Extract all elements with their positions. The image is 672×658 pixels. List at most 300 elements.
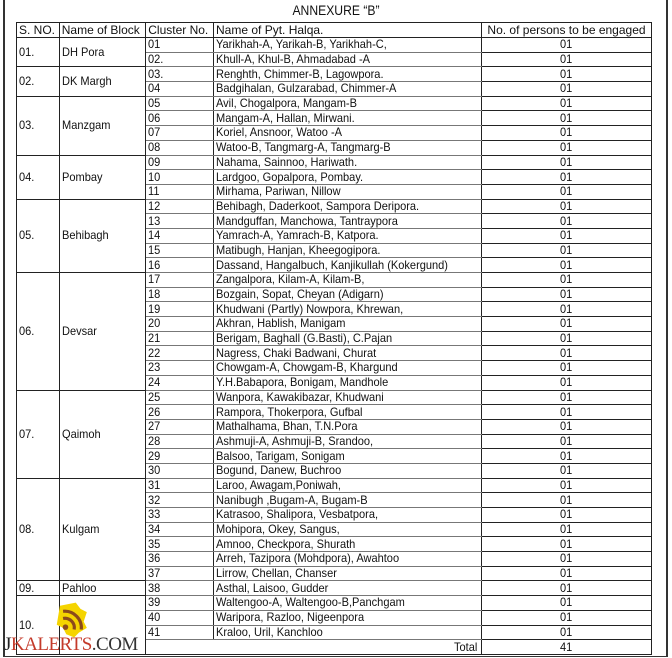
watermark-brand: KALERTS: [10, 634, 92, 655]
halqa-names-text: Laroo, Awagam,Poniwah,: [216, 477, 342, 492]
persons-count-text: 01: [559, 37, 573, 52]
watermark-prefix: J: [4, 634, 11, 655]
cluster-number-text: 13: [148, 213, 161, 228]
total-label-text: Total: [453, 639, 477, 654]
total-label: [146, 640, 482, 655]
persons-count-text: 01: [559, 213, 573, 228]
persons-count: [481, 522, 651, 537]
table-row: [17, 199, 652, 214]
block-name-text: Pombay: [61, 169, 103, 184]
persons-count-text: 01: [559, 301, 573, 316]
cluster-number-text: 37: [148, 566, 161, 581]
persons-count: [481, 317, 651, 332]
persons-count: [481, 566, 651, 581]
halqa-names: [214, 478, 482, 493]
persons-count: [481, 581, 651, 596]
halqa-names-text: Mangam-A, Hallan, Mirwani.: [216, 110, 355, 125]
halqa-names-text: Renghth, Chimmer-B, Lagowpora.: [216, 66, 384, 81]
halqa-names: [214, 243, 482, 258]
block-name: [59, 478, 146, 581]
cluster-number-text: 39: [148, 595, 161, 610]
halqa-names-text: Rampora, Thokerpora, Gufbal: [216, 404, 363, 419]
halqa-names: [214, 405, 482, 420]
serial-number: [17, 67, 60, 96]
serial-number-text: 07.: [19, 426, 35, 441]
watermark-suffix: .COM: [91, 634, 138, 655]
cluster-number: [146, 67, 214, 82]
cluster-number-text: 11: [148, 184, 160, 199]
block-name-text: Devsar: [61, 323, 97, 338]
halqa-names: [214, 155, 482, 170]
persons-count: [481, 228, 651, 243]
persons-count-text: 01: [559, 140, 573, 155]
persons-count: [481, 199, 651, 214]
block-name-text: Behibagh: [61, 228, 109, 243]
cluster-number: [146, 140, 214, 155]
halqa-names: [214, 96, 482, 111]
persons-count-text: 01: [559, 522, 573, 537]
halqa-names: [214, 596, 482, 611]
cluster-number-text: 14: [148, 228, 161, 243]
persons-count: [481, 243, 651, 258]
block-name: [59, 96, 146, 155]
persons-count: [481, 52, 651, 67]
persons-count-text: 01: [559, 433, 573, 448]
persons-count-text: 01: [559, 169, 573, 184]
persons-count-text: 01: [559, 551, 573, 566]
cluster-number-text: 40: [148, 610, 161, 625]
persons-count: [481, 596, 651, 611]
persons-count-text: 01: [559, 110, 573, 125]
cluster-number-text: 28: [148, 433, 161, 448]
cluster-number: [146, 228, 214, 243]
cluster-number: [146, 111, 214, 126]
persons-count: [481, 625, 651, 640]
cluster-number: [146, 287, 214, 302]
header-cluster: Cluster No.: [146, 23, 214, 38]
block-name-text: DK Margh: [61, 74, 112, 89]
cluster-number-text: 24: [148, 375, 161, 390]
halqa-names-text: Yamrach-A, Yamrach-B, Katpora.: [216, 228, 379, 243]
halqa-names-text: Khudwani (Partly) Nowpora, Khrewan,: [216, 301, 404, 316]
table-row: [17, 155, 652, 170]
serial-number-text: 01.: [19, 44, 35, 59]
header-row: [17, 23, 652, 38]
cluster-number: [146, 155, 214, 170]
cluster-number: [146, 346, 214, 361]
halqa-names: [214, 331, 482, 346]
halqa-names: [214, 463, 482, 478]
block-name: [59, 38, 146, 67]
halqa-names: [214, 38, 482, 53]
persons-count: [481, 331, 651, 346]
cluster-number-text: 12: [148, 198, 161, 213]
cluster-number: [146, 361, 214, 376]
persons-count: [481, 508, 651, 523]
persons-count: [481, 273, 651, 288]
persons-count: [481, 155, 651, 170]
halqa-names: [214, 302, 482, 317]
cluster-number-text: 21: [148, 331, 161, 346]
cluster-number-text: 16: [148, 257, 161, 272]
halqa-names-text: Arreh, Tazipora (Mohdpora), Awahtoo: [216, 551, 400, 566]
total-value: [481, 640, 651, 655]
halqa-names: [214, 199, 482, 214]
cluster-number: [146, 170, 214, 185]
halqa-names: [214, 111, 482, 126]
halqa-names-text: Y.H.Babapora, Bonigam, Mandhole: [216, 375, 389, 390]
cluster-number: [146, 214, 214, 229]
cluster-number: [146, 96, 214, 111]
halqa-names-text: Matibugh, Hanjan, Kheegogipora.: [216, 242, 381, 257]
cluster-number: [146, 508, 214, 523]
cluster-number-text: 18: [148, 287, 161, 302]
halqa-names-text: Waltengoo-A, Waltengoo-B,Panchgam: [216, 595, 405, 610]
halqa-names-text: Bogund, Danew, Buchroo: [216, 463, 342, 478]
halqa-names-text: Yarikhah-A, Yarikah-B, Yarikhah-C,: [216, 37, 387, 52]
persons-count-text: 01: [559, 257, 573, 272]
halqa-names-text: Wanpora, Kawakibazar, Khudwani: [216, 389, 384, 404]
serial-number: [17, 155, 60, 199]
cluster-number-text: 19: [148, 301, 161, 316]
table-row: [17, 390, 652, 405]
persons-count: [481, 96, 651, 111]
persons-count-text: 01: [559, 96, 573, 111]
halqa-names: [214, 522, 482, 537]
persons-count: [481, 405, 651, 420]
serial-number: [17, 199, 60, 272]
halqa-names: [214, 214, 482, 229]
persons-count-text: 01: [559, 360, 573, 375]
halqa-names: [214, 566, 482, 581]
halqa-names-text: Mirhama, Pariwan, Nillow: [216, 184, 341, 199]
serial-number-text: 03.: [19, 118, 35, 133]
persons-count: [481, 214, 651, 229]
halqa-names-text: Mohipora, Okey, Sangus,: [216, 522, 340, 537]
persons-count: [481, 184, 651, 199]
persons-count: [481, 258, 651, 273]
cluster-number-text: 35: [148, 536, 161, 551]
persons-count: [481, 463, 651, 478]
persons-count-text: 01: [559, 316, 573, 331]
persons-count-text: 01: [559, 125, 573, 140]
halqa-names-text: Lirrow, Chellan, Chanser: [216, 566, 337, 581]
persons-count-text: 01: [559, 242, 573, 257]
serial-number: [17, 478, 60, 581]
cluster-number-text: 29: [148, 448, 161, 463]
persons-count: [481, 478, 651, 493]
cluster-number-text: 23: [148, 360, 161, 375]
cluster-number: [146, 273, 214, 288]
table-row: [17, 478, 652, 493]
cluster-number-text: 05: [148, 96, 161, 111]
table-row: [17, 581, 652, 596]
cluster-number-text: 38: [148, 580, 161, 595]
header-sno: S. NO.: [17, 23, 60, 38]
cluster-number: [146, 82, 214, 97]
serial-number-text: 05.: [19, 228, 35, 243]
cluster-number: [146, 52, 214, 67]
halqa-names: [214, 625, 482, 640]
persons-count-text: 01: [559, 389, 573, 404]
block-name-text: DH Pora: [61, 44, 105, 59]
block-name: [59, 273, 146, 391]
cluster-number: [146, 537, 214, 552]
halqa-names-text: Akhran, Hablish, Manigam: [216, 316, 346, 331]
cluster-number: [146, 184, 214, 199]
block-name: [59, 155, 146, 199]
persons-count-text: 01: [559, 492, 573, 507]
halqa-names: [214, 493, 482, 508]
cluster-number-text: 09: [148, 154, 161, 169]
halqa-names: [214, 82, 482, 97]
persons-count-text: 01: [559, 463, 573, 478]
persons-count: [481, 361, 651, 376]
halqa-names-text: Katrasoo, Shalipora, Vesbatpora,: [216, 507, 379, 522]
header-persons: No. of persons to be engaged: [481, 23, 651, 38]
cluster-number: [146, 434, 214, 449]
persons-count-text: 01: [559, 345, 573, 360]
cluster-number: [146, 331, 214, 346]
persons-count-text: 01: [559, 331, 573, 346]
persons-count: [481, 390, 651, 405]
cluster-number: [146, 463, 214, 478]
block-name-text: Kulgam: [61, 522, 100, 537]
halqa-names: [214, 552, 482, 567]
cluster-number: [146, 38, 214, 53]
persons-count: [481, 434, 651, 449]
halqa-names: [214, 434, 482, 449]
halqa-names: [214, 449, 482, 464]
halqa-names-text: Koriel, Ansnoor, Watoo -A: [216, 125, 343, 140]
cluster-number-text: 33: [148, 507, 161, 522]
halqa-names-text: Avil, Chogalpora, Mangam-B: [216, 96, 357, 111]
cluster-number-text: 41: [148, 624, 161, 639]
cluster-number-text: 34: [148, 522, 161, 537]
cluster-number: [146, 522, 214, 537]
persons-count-text: 01: [559, 228, 573, 243]
cluster-number-text: 32: [148, 492, 161, 507]
persons-count-text: 01: [559, 154, 573, 169]
cluster-number: [146, 302, 214, 317]
serial-number: [17, 38, 60, 67]
halqa-names: [214, 67, 482, 82]
halqa-names-text: Balsoo, Tarigam, Sonigam: [216, 448, 345, 463]
serial-number-text: 06.: [19, 323, 35, 338]
halqa-names-text: Mandguffan, Manchowa, Tantraypora: [216, 213, 398, 228]
halqa-names: [214, 258, 482, 273]
cluster-number-text: 30: [148, 463, 161, 478]
persons-count-text: 01: [559, 198, 573, 213]
persons-count-text: 01: [559, 610, 573, 625]
persons-count: [481, 346, 651, 361]
cluster-number: [146, 199, 214, 214]
cluster-number: [146, 449, 214, 464]
cluster-number: [146, 419, 214, 434]
halqa-names-text: Kraloo, Uril, Kanchloo: [216, 624, 323, 639]
persons-count: [481, 111, 651, 126]
persons-count-text: 01: [559, 566, 573, 581]
serial-number: [17, 96, 60, 155]
cluster-number-text: 08: [148, 140, 161, 155]
cluster-number-text: 07: [148, 125, 161, 140]
table-row: [17, 67, 652, 82]
cluster-number-text: 06: [148, 110, 161, 125]
cluster-number: [146, 390, 214, 405]
table-row: [17, 273, 652, 288]
persons-count: [481, 170, 651, 185]
cluster-number-text: 26: [148, 404, 161, 419]
serial-number-text: 10.: [19, 617, 35, 632]
halqa-names-text: Chowgam-A, Chowgam-B, Khargund: [216, 360, 398, 375]
halqa-names-text: Amnoo, Checkpora, Shurath: [216, 536, 356, 551]
serial-number: [17, 273, 60, 391]
cluster-number: [146, 625, 214, 640]
cluster-number: [146, 566, 214, 581]
serial-number-text: 04.: [19, 169, 35, 184]
serial-number-text: 09.: [19, 580, 35, 595]
halqa-names-text: Dassand, Hangalbuch, Kanjikullah (Kokergund): [216, 257, 448, 272]
halqa-names: [214, 228, 482, 243]
block-name: [59, 199, 146, 272]
halqa-names: [214, 537, 482, 552]
halqa-names: [214, 273, 482, 288]
halqa-names-text: Khull-A, Khul-B, Ahmadabad -A: [216, 52, 371, 67]
cluster-number-text: 01: [148, 37, 161, 52]
persons-count-text: 01: [559, 507, 573, 522]
persons-count-text: 01: [559, 419, 573, 434]
persons-count-text: 01: [559, 580, 573, 595]
total-value-text: 41: [559, 639, 573, 654]
halqa-names: [214, 346, 482, 361]
cluster-number: [146, 596, 214, 611]
halqa-names-text: Nanibugh ,Bugam-A, Bugam-B: [216, 492, 368, 507]
cluster-number-text: 04: [148, 81, 161, 96]
persons-count: [481, 552, 651, 567]
cluster-number: [146, 258, 214, 273]
cluster-number-text: 31: [148, 477, 161, 492]
persons-count-text: 01: [559, 477, 573, 492]
block-name-text: Qaimoh: [61, 426, 101, 441]
halqa-names-text: Zangalpora, Kilam-A, Kilam-B,: [216, 272, 365, 287]
block-name-text: Pahloo: [61, 580, 97, 595]
block-name: [59, 67, 146, 96]
persons-count: [481, 449, 651, 464]
halqa-names: [214, 184, 482, 199]
halqa-names-text: Bozgain, Sopat, Cheyan (Adigarn): [216, 287, 384, 302]
cluster-number-text: 25: [148, 389, 161, 404]
cluster-number-text: 15: [148, 242, 161, 257]
cluster-number: [146, 610, 214, 625]
halqa-names-text: Nagress, Chaki Badwani, Churat: [216, 345, 377, 360]
halqa-names-text: Behibagh, Daderkoot, Sampora Deripora.: [216, 198, 420, 213]
persons-count-text: 01: [559, 184, 573, 199]
halqa-names-text: Watoo-B, Tangmarg-A, Tangmarg-B: [216, 140, 391, 155]
table-row: [17, 596, 652, 611]
halqa-names-text: Asthal, Laisoo, Gudder: [216, 580, 329, 595]
block-name: [59, 581, 146, 596]
cluster-number-text: 02.: [148, 52, 164, 67]
cluster-number-text: 22: [148, 345, 161, 360]
persons-count: [481, 38, 651, 53]
persons-count: [481, 537, 651, 552]
header-block: Name of Block: [59, 23, 146, 38]
persons-count: [481, 493, 651, 508]
block-name-text: Manzgam: [61, 118, 111, 133]
page-title: ANNEXURE “B”: [292, 3, 380, 18]
halqa-names-text: Nahama, Sainnoo, Hariwath.: [216, 154, 358, 169]
persons-count: [481, 82, 651, 97]
header-halqa: Name of Pyt. Halqa.: [214, 23, 482, 38]
persons-count: [481, 419, 651, 434]
persons-count-text: 01: [559, 375, 573, 390]
persons-count: [481, 67, 651, 82]
halqa-names-text: Badgihalan, Gulzarabad, Chimmer-A: [216, 81, 397, 96]
serial-number: [17, 390, 60, 478]
persons-count-text: 01: [559, 287, 573, 302]
cluster-number-text: 36: [148, 551, 161, 566]
persons-count: [481, 302, 651, 317]
serial-number-text: 08.: [19, 522, 35, 537]
persons-count-text: 01: [559, 272, 573, 287]
annexure-table: [16, 22, 652, 655]
cluster-number-text: 17: [148, 272, 161, 287]
cluster-number: [146, 243, 214, 258]
persons-count-text: 01: [559, 595, 573, 610]
halqa-names: [214, 52, 482, 67]
cluster-number: [146, 493, 214, 508]
halqa-names-text: Mathalhama, Bhan, T.N.Pora: [216, 419, 358, 434]
block-name: [59, 390, 146, 478]
table-row: [17, 96, 652, 111]
cluster-number: [146, 478, 214, 493]
cluster-number-text: 27: [148, 419, 161, 434]
persons-count: [481, 140, 651, 155]
halqa-names-text: Waripora, Razloo, Nigeenpora: [216, 610, 365, 625]
halqa-names: [214, 610, 482, 625]
persons-count-text: 01: [559, 52, 573, 67]
persons-count-text: 01: [559, 81, 573, 96]
halqa-names: [214, 508, 482, 523]
cluster-number-text: 03.: [148, 66, 164, 81]
cluster-number: [146, 126, 214, 141]
serial-number-text: 02.: [19, 74, 35, 89]
halqa-names: [214, 581, 482, 596]
persons-count: [481, 287, 651, 302]
halqa-names: [214, 140, 482, 155]
cluster-number-text: 20: [148, 316, 161, 331]
cluster-number-text: 10: [148, 169, 161, 184]
table-row: [17, 38, 652, 53]
persons-count: [481, 375, 651, 390]
watermark: [4, 634, 138, 656]
serial-number: [17, 581, 60, 596]
halqa-names: [214, 170, 482, 185]
halqa-names: [214, 375, 482, 390]
halqa-names: [214, 317, 482, 332]
cluster-number: [146, 552, 214, 567]
halqa-names: [214, 361, 482, 376]
persons-count-text: 01: [559, 66, 573, 81]
persons-count-text: 01: [559, 536, 573, 551]
cluster-number: [146, 375, 214, 390]
halqa-names: [214, 390, 482, 405]
halqa-names: [214, 126, 482, 141]
halqa-names: [214, 287, 482, 302]
persons-count: [481, 610, 651, 625]
cluster-number: [146, 581, 214, 596]
cluster-number: [146, 317, 214, 332]
